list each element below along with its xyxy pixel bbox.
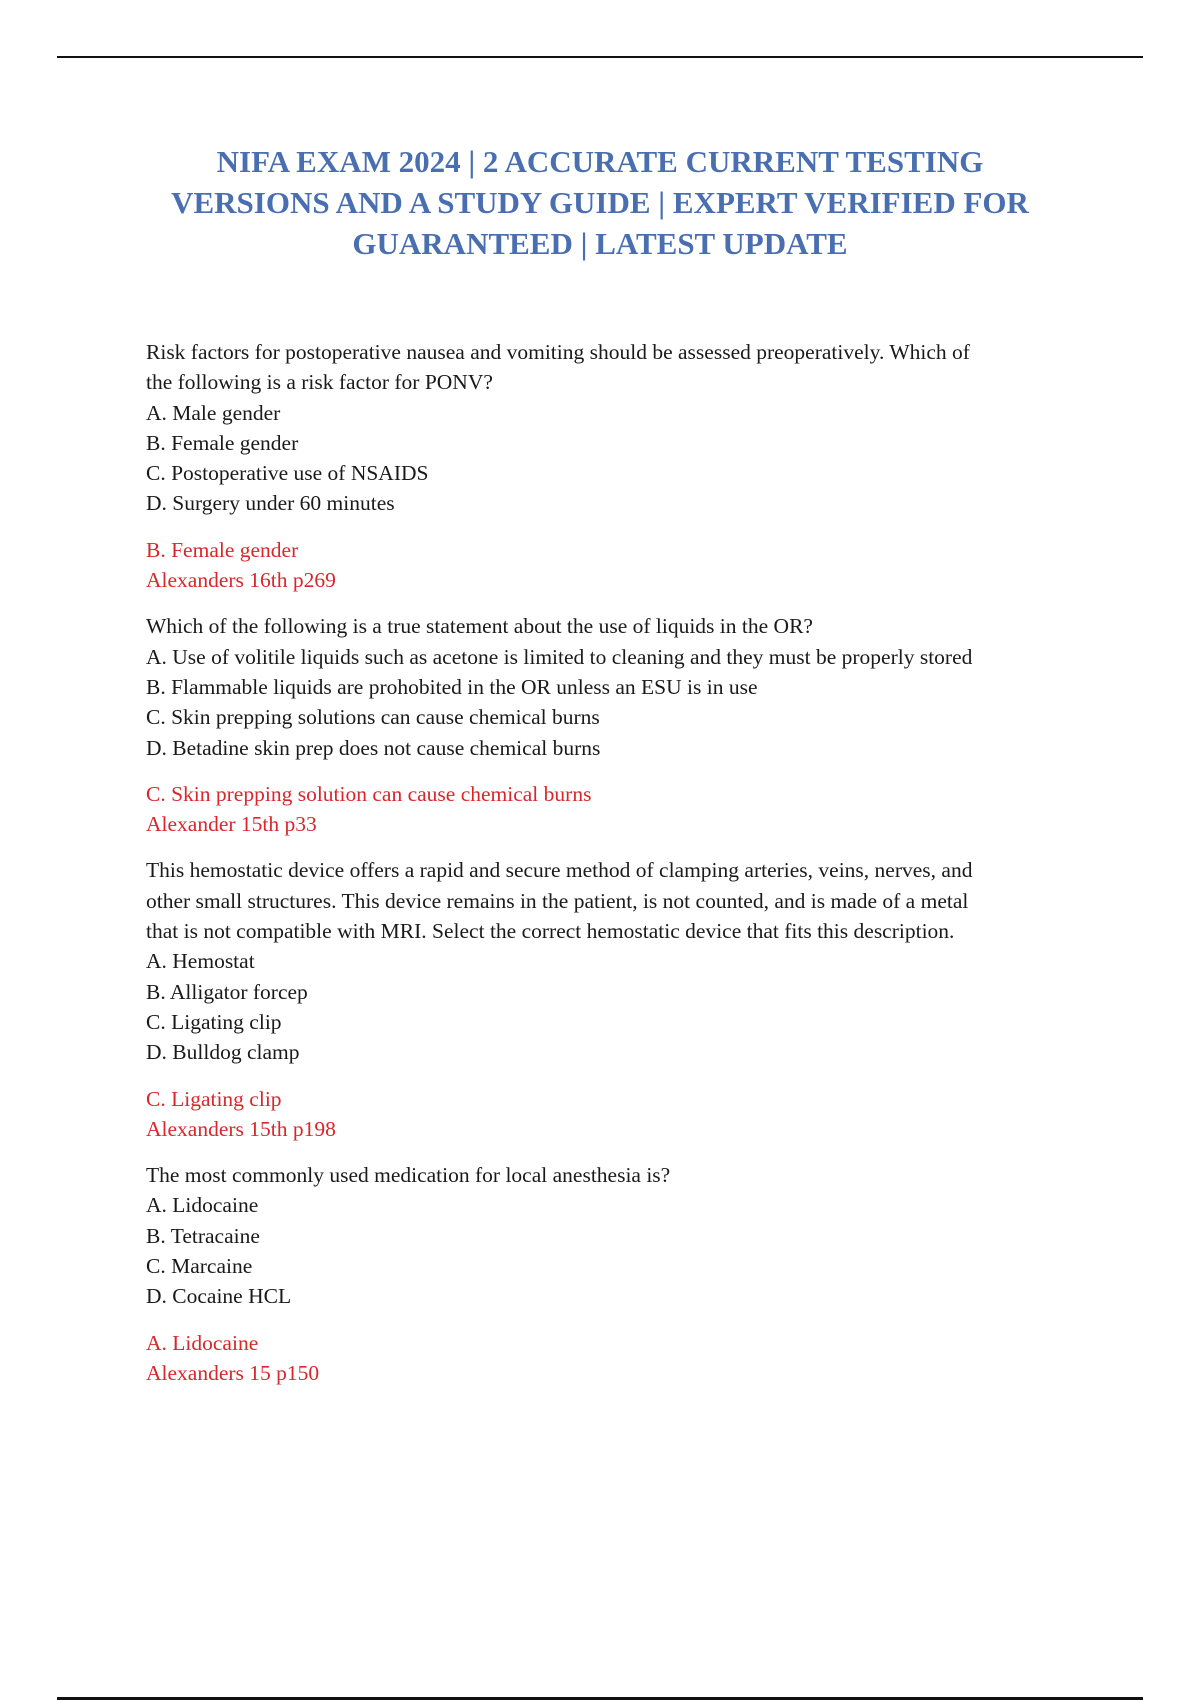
- option-c: C. Postoperative use of NSAIDS: [146, 461, 429, 486]
- option-c: C. Ligating clip: [146, 1009, 282, 1034]
- answer-block: [146, 535, 1086, 596]
- option-d: D. Cocaine HCL: [146, 1284, 292, 1309]
- option-b: B. Female gender: [146, 430, 299, 455]
- question-text: Risk factors for postoperative nausea and vomiting should be assessed preoperatively. Which of: [146, 340, 970, 364]
- title-line: VERSIONS AND A STUDY GUIDE | EXPERT VERIFIED FOR: [171, 185, 1029, 220]
- question-block: [146, 611, 1086, 839]
- question-prompt: [146, 611, 1086, 641]
- question-text: The most commonly used medication for local anesthesia is?: [146, 1163, 671, 1188]
- title-line: NIFA EXAM 2024 | 2 ACCURATE CURRENT TESTING: [216, 144, 984, 179]
- option-c: C. Skin prepping solutions can cause chemical burns: [146, 705, 600, 730]
- answer-reference: Alexander 15th p33: [146, 812, 317, 837]
- question-block: [146, 1160, 1086, 1388]
- question-list: [146, 337, 1086, 1404]
- question-text: the following is a risk factor for PONV?: [146, 370, 493, 395]
- answer-reference: Alexanders 16th p269: [146, 568, 336, 593]
- correct-answer: C. Ligating clip: [146, 1086, 282, 1111]
- option-list: [146, 642, 1086, 763]
- question-text: Which of the following is a true statement about the use of liquids in the OR?: [146, 614, 813, 639]
- option-b: B. Flammable liquids are prohobited in the OR unless an ESU is in use: [146, 674, 758, 699]
- option-a: A. Use of volitile liquids such as acetone is limited to cleaning and they must be properly stored: [146, 644, 973, 669]
- question-text: This hemostatic device offers a rapid and secure method of clamping arteries, veins, nerves, and: [146, 858, 973, 883]
- question-block: [146, 337, 1086, 595]
- question-text: that is not compatible with MRI. Select the correct hemostatic device that fits this description.: [146, 919, 955, 944]
- answer-block: [146, 1084, 1086, 1145]
- option-a: A. Lidocaine: [146, 1193, 259, 1218]
- option-d: D. Surgery under 60 minutes: [146, 491, 395, 516]
- question-block: [146, 855, 1086, 1144]
- question-prompt: [146, 1160, 1086, 1190]
- answer-block: [146, 779, 1086, 840]
- correct-answer: B. Female gender: [146, 537, 299, 562]
- option-d: D. Bulldog clamp: [146, 1040, 300, 1065]
- option-list: [146, 398, 1086, 519]
- answer-reference: Alexanders 15 p150: [146, 1360, 320, 1385]
- correct-answer: A. Lidocaine: [146, 1330, 259, 1355]
- option-c: C. Marcaine: [146, 1254, 253, 1279]
- option-list: [146, 946, 1086, 1067]
- option-a: A. Hemostat: [146, 949, 255, 974]
- option-list: [146, 1190, 1086, 1311]
- answer-block: [146, 1328, 1086, 1389]
- answer-reference: Alexanders 15th p198: [146, 1116, 336, 1141]
- title-line: GUARANTEED | LATEST UPDATE: [352, 226, 848, 261]
- header-rule: [57, 56, 1143, 58]
- option-b: B. Alligator forcep: [146, 979, 308, 1004]
- correct-answer: C. Skin prepping solution can cause chemical burns: [146, 781, 592, 806]
- question-prompt: [146, 337, 1086, 398]
- option-d: D. Betadine skin prep does not cause chemical burns: [146, 735, 601, 760]
- option-a: A. Male gender: [146, 400, 281, 425]
- option-b: B. Tetracaine: [146, 1223, 260, 1248]
- question-text: other small structures. This device remains in the patient, is not counted, and is made of a metal: [146, 888, 969, 913]
- question-prompt: [146, 855, 1086, 946]
- document-title: [100, 141, 1100, 264]
